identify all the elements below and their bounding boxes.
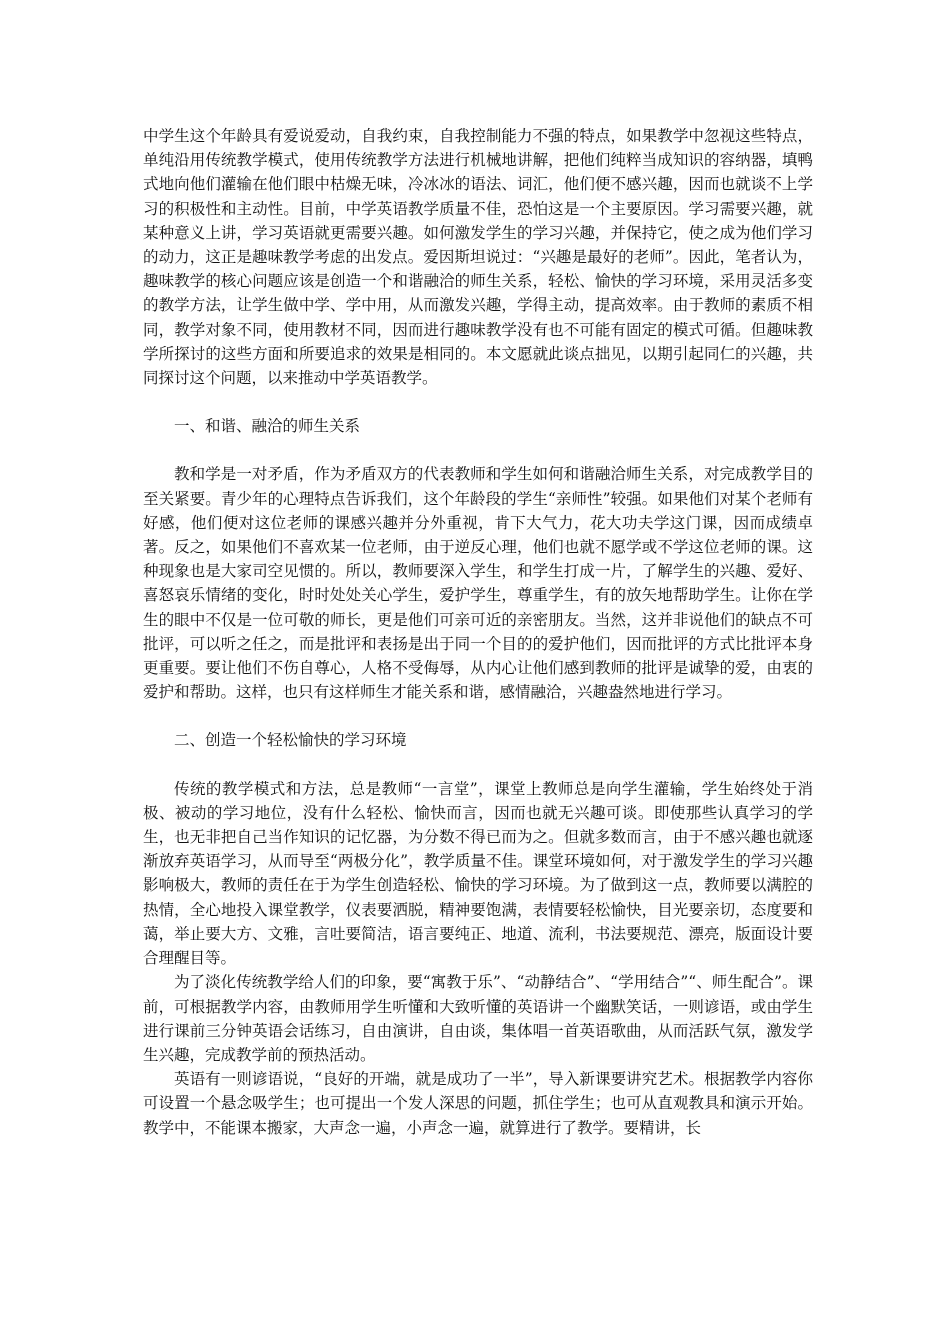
section-1-paragraph: 教和学是一对矛盾，作为矛盾双方的代表教师和学生如何和谐融洽师生关系，对完成教学目的至关紧要。青少年的心理特点告诉我们，这个年龄段的学生“亲师性”较强。如果他们对某个老师有好感，他们便对这位老师的课感兴趣并分外重视，肯下大气力，花大功夫学这门课，因而成绩卓著。反之，如果他们不喜欢某一位老师，由于逆反心理，他们也就不愿学或不学这位老师的课。这种现象也是大家司空见惯的。所以，教师要深入学生，和学生打成一片，了解学生的兴趣、爱好、喜怒哀乐情绪的变化，时时处处关心学生，爱护学生，尊重学生，有的放矢地帮助学生。让你在学生的眼中不仅是一位可敬的师长，更是他们可亲可近的亲密朋友。当然，这并非说他们的缺点不可批评，可以听之任之，而是批评和表扬是出于同一个目的的爱护他们，因而批评的方式比批评本身更重要。要让他们不伤自尊心，人格不受侮辱，从内心让他们感到教师的批评是诚挚的爱，由衷的爱护和帮助。这样，也只有这样师生才能关系和谐，感情融洽，兴趣盎然地进行学习。 — [143, 465, 813, 702]
section-2-paragraph-2: 为了淡化传统教学给人们的印象，要“寓教于乐”、“动静结合”、“学用结合”“、师生配合”。课前，可根据教学内容，由教师用学生听懂和大致听懂的英语讲一个幽默笑话，一则谚语，或由学生进行课前三分钟英语会话练习，自由演讲，自由谈，集体唱一首英语歌曲，从而活跃气氛，激发学生兴趣，完成教学前的预热活动。 — [143, 973, 813, 1064]
section-2-heading: 二、创造一个轻松愉快的学习环境 — [174, 731, 407, 750]
section-2-paragraph-3: 英语有一则谚语说，“良好的开端，就是成功了一半”，导入新课要讲究艺术。根据教学内容你可设置一个悬念吸学生；也可提出一个发人深思的问题，抓住学生；也可从直观教具和演示开始。教学中，不能课本搬家，大声念一遍，小声念一遍，就算进行了教学。要精讲，长 — [143, 1070, 813, 1137]
section-2-paragraph-1: 传统的教学模式和方法，总是教师“一言堂”，课堂上教师总是向学生灌输，学生始终处于消极、被动的学习地位，没有什么轻松、愉快而言，因而也就无兴趣可谈。即使那些认真学习的学生，也无非把自己当作知识的记忆器，为分数不得已而为之。但就多数而言，由于不感兴趣也就逐渐放弃英语学习，从而导至“两极分化”，教学质量不佳。课堂环境如何，对于激发学生的学习兴趣影响极大，教师的责任在于为学生创造轻松、愉快的学习环境。为了做到这一点，教师要以满腔的热情，全心地投入课堂教学，仪表要洒脱，精神要饱满，表情要轻松愉快，目光要亲切，态度要和蔼，举止要大方、文雅，言吐要简洁，语言要纯正、地道、流利，书法要规范、漂亮，版面设计要合理醒目等。 — [143, 779, 813, 968]
section-1-heading: 一、和谐、融洽的师生关系 — [174, 417, 361, 436]
intro-paragraph: 中学生这个年龄具有爱说爱动，自我约束，自我控制能力不强的特点，如果教学中忽视这些特点，单纯沿用传统教学模式，使用传统教学方法进行机械地讲解，把他们纯粹当成知识的容纳器，填鸭式地向他们灌输在他们眼中枯燥无味，冷冰冰的语法、词汇，他们便不感兴趣，因而也就谈不上学习的积极性和主动性。目前，中学英语教学质量不佳，恐怕这是一个主要原因。学习需要兴趣，就某种意义上讲，学习英语就更需要兴趣。如何激发学生的学习兴趣，并保持它，使之成为他们学习的动力，这正是趣味教学考虑的出发点。爱因斯坦说过：“兴趣是最好的老师”。因此，笔者认为，趣味教学的核心问题应该是创造一个和谐融洽的师生关系，轻松、愉快的学习环境，采用灵活多变的教学方法，让学生做中学、学中用，从而激发兴趣，学得主动，提高效率。由于教师的素质不相同，教学对象不同，使用教材不同，因而进行趣味教学没有也不可能有固定的模式可循。但趣味教学所探讨的这些方面和所要追求的效果是相同的。本文愿就此谈点拙见，以期引起同仁的兴趣，共同探讨这个问题，以来推动中学英语教学。 — [143, 127, 813, 388]
document-body — [143, 124, 813, 1140]
